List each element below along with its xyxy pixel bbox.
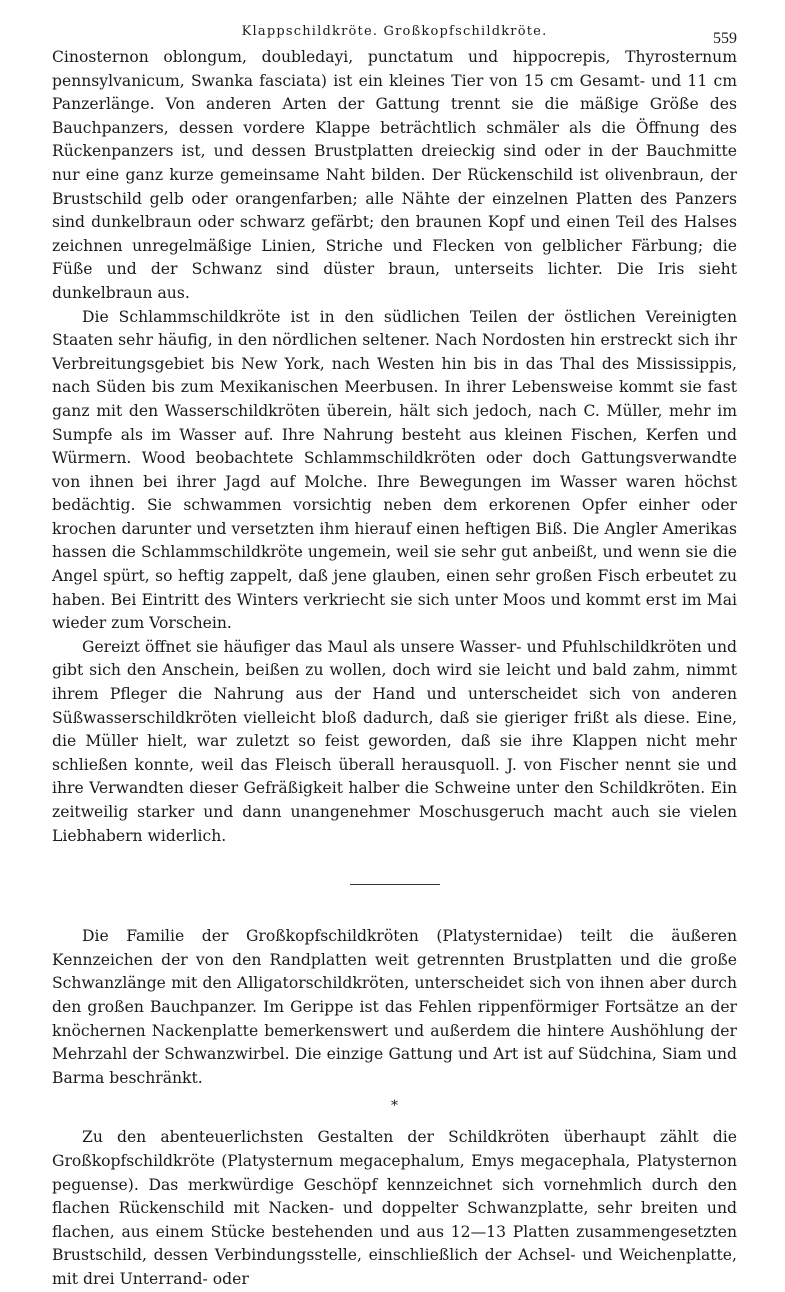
running-title: Klappschildkröte. Großkopfschildkröte. [241,24,548,39]
page-number: 559 [713,30,737,47]
paragraph-species-description: Zu den abenteuerlichsten Gestalten der Schildkröten überhaupt zählt die Großkopfschildkröte (Platysternum megacephalum, Emys megacephala, Platysternon peguense). Das merkwürdige Geschöpf kennzeichnet sich vornehmlich durch den flachen Rückenschild mit Nacken- und doppelter Schwanzplatte, sehr breiten und flachen, aus einem Stücke bestehenden und aus 12—13 Platten zusammengesetzten Brustschild, dessen Verbindungsstelle, einschließlich der Achsel- und Weichenplatte, mit drei Unterrand- oder [52,1128,737,1288]
paragraph-behavior: Gereizt öffnet sie häufiger das Maul als unsere Wasser- und Pfuhlschildkröten und gibt sich den Anschein, beißen zu wollen, doch wird sie leicht und bald zahm, nimmt ihrem Pfleger die Nahrung aus der Hand und unterscheidet sich von anderen Süßwasserschildkröten vielleicht bloß dadurch, daß sie gieriger frißt als diese. Eine, die Müller hielt, war zuletzt so feist geworden, daß sie ihre Klappen nicht mehr schließen konnte, weil das Fleisch überall herausquoll. J. von Fischer nennt sie und ihre Verwandten dieser Gefräßigkeit halber die Schweine unter den Schildkröten. Ein zeitweilig starker und dann unangenehmer Moschusgeruch macht auch sie vielen Liebhabern widerlich. [52,637,737,845]
section-divider [350,884,440,885]
paragraph-family-description: Die Familie der Großkopfschildkröten (Platysternidae) teilt die äußeren Kennzeichen der von den Randplatten weit getrennten Brustplatten und die große Schwanzlänge mit den Alligatorschildkröten, unterscheidet sich von ihnen aber durch den großen Bauchpanzer. Im Gerippe ist das Fehlen rippenförmiger Fortsätze an der knöchernen Nackenplatte bemerkenswert und außerdem die hintere Aushöhlung der Mehrzahl der Schwanzwirbel. Die einzige Gattung und Art ist auf Südchina, Siam und Barma beschränkt. [52,927,737,1087]
paragraph-distribution: Die Schlammschildkröte ist in den südlichen Teilen der östlichen Vereinigten Staaten sehr häufig, in den nördlichen seltener. Nach Nordosten hin erstreckt sich ihr Verbreitungsgebiet bis New York, nach Westen hin bis in das Thal des Mississippis, nach Süden bis zum Mexikanischen Meerbusen. In ihrer Lebensweise kommt sie fast ganz mit den Wasserschildkröten überein, hält sich jedoch, nach C. Müller, mehr im Sumpfe als im Wasser auf. Ihre Nahrung besteht aus kleinen Fischen, Kerfen und Würmern. Wood beobachtete Schlammschildkröten oder doch Gattungsverwandte von ihnen bei ihrer Jagd auf Molche. Ihre Bewegungen im Wasser waren höchst bedächtig. Sie schwammen vorsichtig neben dem erkorenen Opfer einher oder krochen darunter und versetzten ihm hierauf einen heftigen Biß. Die Angler Amerikas hassen die Schlammschildkröte ungemein, weil sie sehr gut anbeißt, und wenn sie die Angel spürt, so heftig zappelt, daß jene glauben, einen sehr großen Fisch erbeutet zu haben. Bei Eintritt des Winters verkriecht sie sich unter Moos und kommt erst im Mai wieder zum Vorschein. [52,307,737,633]
running-head [52,18,737,46]
paragraph-continued: Cinosternon oblongum, doubledayi, punctatum und hippocrepis, Thyrosternum pennsylvanicum, Swanka fasciata) ist ein kleines Tier von 15 cm Gesamt- und 11 cm Panzerlänge. Von anderen Arten der Gattung trennt sie die mäßige Größe des Bauchpanzers, dessen vordere Klappe beträchtlich schmäler als die Öffnung des Rückenpanzers ist, und dessen Brustplatten dreieckig sind oder in der Bauchmitte nur eine ganz kurze gemeinsame Naht bilden. Der Rückenschild ist olivenbraun, der Brustschild gelb oder orangenfarben; alle Nähte der einzelnen Platten des Panzers sind dunkelbraun oder schwarz gefärbt; den braunen Kopf und einen Teil des Halses zeichnen unregelmäßige Linien, Striche und Flecken von gelblicher Färbung; die Füße und der Schwanz sind düster braun, unterseits lichter. Die Iris sieht dunkelbraun aus. [52,48,737,302]
asterisk-separator: * [391,1098,398,1115]
